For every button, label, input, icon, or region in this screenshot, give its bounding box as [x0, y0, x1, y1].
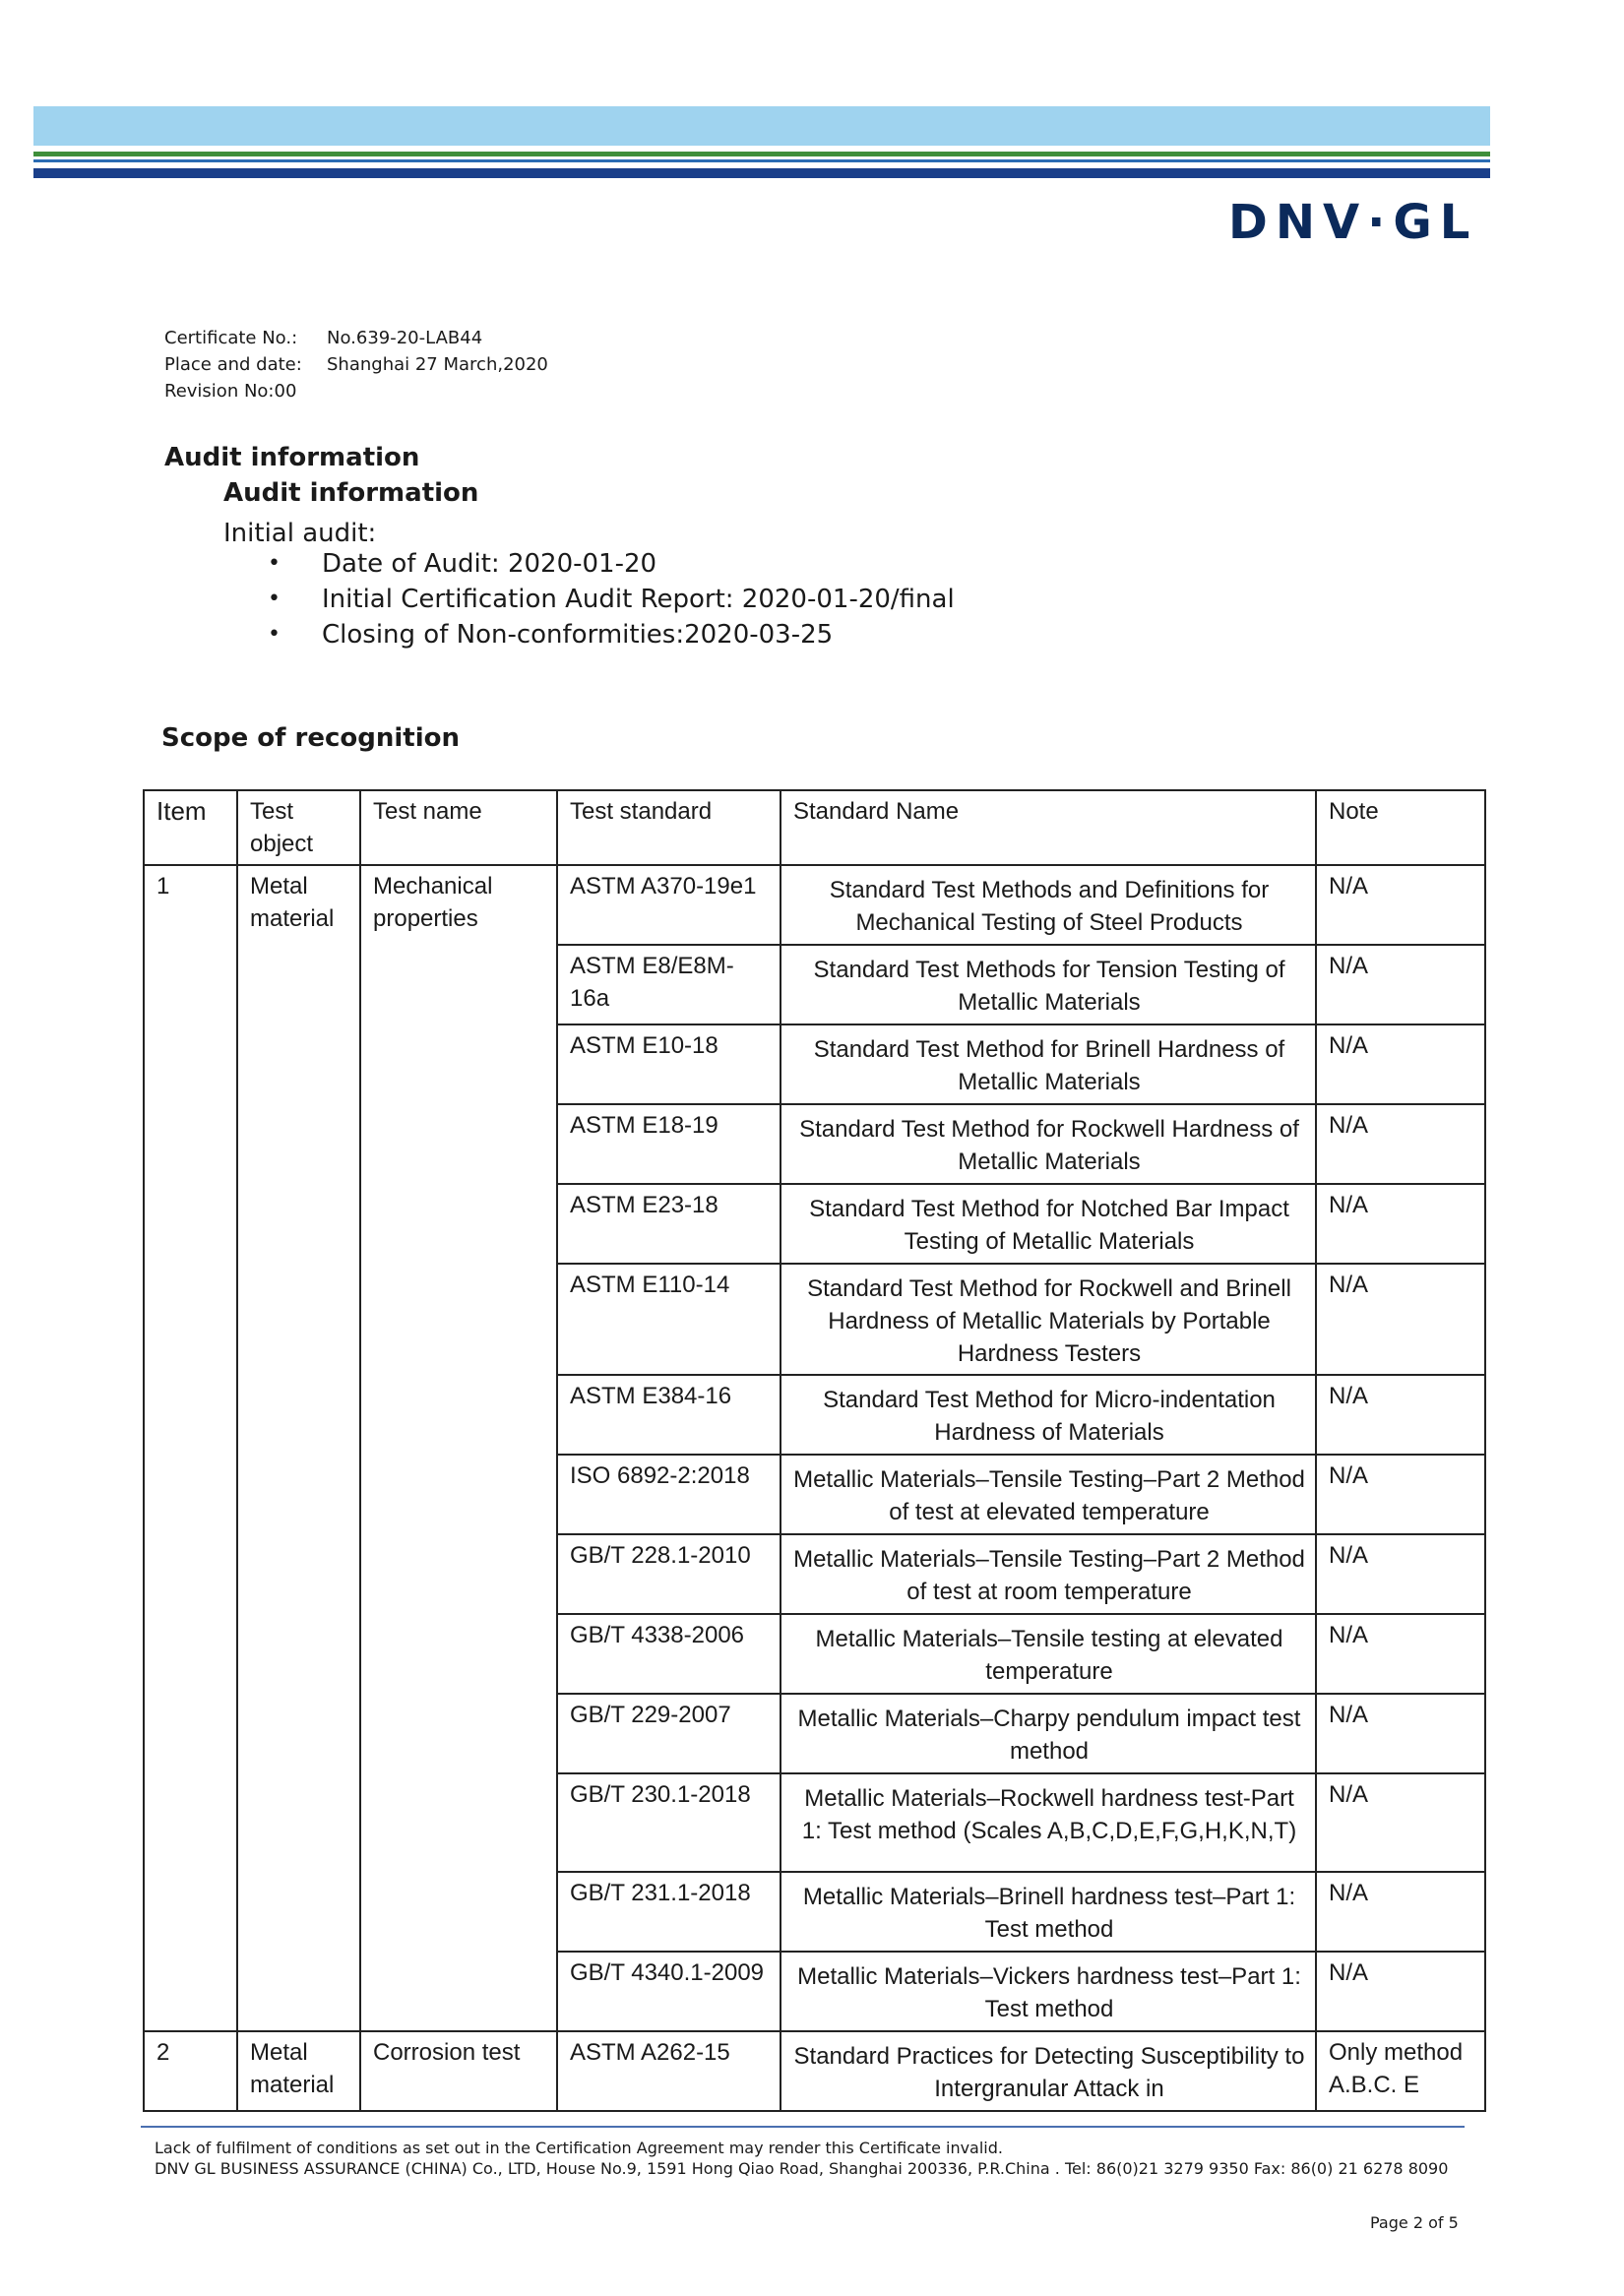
cell-standard-name: Metallic Materials–Brinell hardness test–Part 1: Test method — [781, 1872, 1316, 1952]
cell-test-standard: GB/T 4340.1-2009 — [557, 1952, 781, 2031]
cell-test-object-empty — [237, 1375, 360, 1455]
cell-test-name-empty — [360, 1694, 557, 1773]
table-row — [144, 1375, 1485, 1455]
cell-item-empty — [144, 1614, 237, 1694]
cell-test-name-empty — [360, 1104, 557, 1184]
header-note: Note — [1316, 790, 1485, 865]
table-header-row — [144, 790, 1485, 865]
table-row — [144, 1534, 1485, 1614]
header-standard-name: Standard Name — [781, 790, 1316, 865]
table-row — [144, 1872, 1485, 1952]
cell-test-name-empty — [360, 1614, 557, 1694]
bullet-icon: • — [268, 622, 281, 647]
list-item — [268, 617, 955, 652]
cell-test-name-empty — [360, 1455, 557, 1534]
cell-item-empty — [144, 945, 237, 1024]
cell-standard-name: Standard Test Method for Micro-indentation Hardness of Materials — [781, 1375, 1316, 1455]
cell-standard-name: Metallic Materials–Charpy pendulum impact test method — [781, 1694, 1316, 1773]
bullet-icon: • — [268, 551, 281, 576]
cell-test-object: Metal material — [237, 2031, 360, 2111]
cell-test-standard: GB/T 231.1-2018 — [557, 1872, 781, 1952]
cell-item: 1 — [144, 865, 237, 945]
cell-note: N/A — [1316, 1455, 1485, 1534]
header-banner-green-line — [33, 152, 1490, 156]
table-row — [144, 1773, 1485, 1872]
revision-number: Revision No:00 — [164, 381, 297, 402]
cell-standard-name: Standard Test Methods and Definitions for Mechanical Testing of Steel Products — [781, 865, 1316, 945]
cell-test-standard: GB/T 229-2007 — [557, 1694, 781, 1773]
cell-test-standard: ASTM E8/E8M-16a — [557, 945, 781, 1024]
cell-test-name: Corrosion test — [360, 2031, 557, 2111]
list-item — [268, 582, 955, 617]
cell-note: N/A — [1316, 1534, 1485, 1614]
cell-test-object-empty — [237, 1952, 360, 2031]
revision-row — [164, 378, 548, 404]
cell-test-object-empty — [237, 1024, 360, 1104]
cell-item-empty — [144, 1952, 237, 2031]
cell-note: N/A — [1316, 1614, 1485, 1694]
audit-date: Date of Audit: 2020-01-20 — [322, 549, 657, 579]
nonconformities-closing: Closing of Non-conformities:2020-03-25 — [322, 620, 834, 650]
table-row — [144, 1264, 1485, 1375]
table-row — [144, 1024, 1485, 1104]
cell-test-object-empty — [237, 1614, 360, 1694]
cell-test-standard: ISO 6892-2:2018 — [557, 1455, 781, 1534]
cell-standard-name: Metallic Materials–Tensile testing at elevated temperature — [781, 1614, 1316, 1694]
cell-test-object-empty — [237, 1104, 360, 1184]
cell-test-object-empty — [237, 1872, 360, 1952]
footer-address: DNV GL BUSINESS ASSURANCE (CHINA) Co., LTD, House No.9, 1591 Hong Qiao Road, Shanghai 200336, P.R.China . Tel: 86(0)21 3279 9350 Fax: 86(0) 21 6278 8090 — [155, 2159, 1449, 2178]
footer-divider — [141, 2126, 1465, 2128]
page-number: Page 2 of 5 — [1370, 2213, 1459, 2232]
table-row — [144, 1952, 1485, 2031]
cell-standard-name: Standard Test Method for Brinell Hardness of Metallic Materials — [781, 1024, 1316, 1104]
table-row — [144, 945, 1485, 1024]
header-test-standard: Test standard — [557, 790, 781, 865]
cell-test-standard: ASTM E23-18 — [557, 1184, 781, 1264]
cell-test-name-empty — [360, 1872, 557, 1952]
table-row — [144, 1455, 1485, 1534]
audit-heading: Audit information — [164, 443, 420, 472]
cell-test-name-empty — [360, 1534, 557, 1614]
cell-item-empty — [144, 1264, 237, 1375]
cell-test-object-empty — [237, 1694, 360, 1773]
cell-standard-name: Standard Test Method for Rockwell Hardness of Metallic Materials — [781, 1104, 1316, 1184]
place-date-row — [164, 351, 548, 378]
cell-test-standard: ASTM A370-19e1 — [557, 865, 781, 945]
certificate-number-label: Certificate No.: — [164, 328, 298, 348]
cell-test-name-empty — [360, 1952, 557, 2031]
cell-standard-name: Metallic Materials–Vickers hardness test–Part 1: Test method — [781, 1952, 1316, 2031]
cell-item-empty — [144, 1773, 237, 1872]
cell-item-empty — [144, 1375, 237, 1455]
footer-disclaimer: Lack of fulfilment of conditions as set out in the Certification Agreement may render this Certificate invalid. — [155, 2139, 1003, 2157]
table-row — [144, 865, 1485, 945]
table-row — [144, 2031, 1485, 2111]
header-banner-blue-line — [33, 159, 1490, 162]
header-banner-light — [33, 106, 1490, 146]
certificate-number: No.639-20-LAB44 — [327, 328, 483, 348]
cell-test-name: Mechanical properties — [360, 865, 557, 945]
list-item — [268, 546, 955, 582]
cell-test-object-empty — [237, 1534, 360, 1614]
cell-test-object: Metal material — [237, 865, 360, 945]
table-row — [144, 1694, 1485, 1773]
header-test-object: Test object — [237, 790, 360, 865]
cell-note: N/A — [1316, 1375, 1485, 1455]
place-date: Shanghai 27 March,2020 — [327, 354, 548, 375]
cell-standard-name: Standard Test Method for Notched Bar Impact Testing of Metallic Materials — [781, 1184, 1316, 1264]
cell-item-empty — [144, 1872, 237, 1952]
cell-test-object-empty — [237, 1184, 360, 1264]
audit-report: Initial Certification Audit Report: 2020-01-20/final — [322, 585, 955, 614]
cell-item-empty — [144, 1455, 237, 1534]
cell-note: N/A — [1316, 865, 1485, 945]
cell-test-standard: GB/T 4338-2006 — [557, 1614, 781, 1694]
cell-standard-name: Metallic Materials–Tensile Testing–Part 2 Method of test at room temperature — [781, 1534, 1316, 1614]
cell-note: N/A — [1316, 1872, 1485, 1952]
cell-test-standard: ASTM A262-15 — [557, 2031, 781, 2111]
audit-details-list — [268, 546, 955, 652]
table-row — [144, 1614, 1485, 1694]
cell-item-empty — [144, 1024, 237, 1104]
cell-note: Only method A.B.C. E — [1316, 2031, 1485, 2111]
cell-note: N/A — [1316, 1184, 1485, 1264]
cell-test-standard: ASTM E18-19 — [557, 1104, 781, 1184]
cell-note: N/A — [1316, 1264, 1485, 1375]
cell-standard-name: Standard Practices for Detecting Susceptibility to Intergranular Attack in — [781, 2031, 1316, 2111]
cell-test-object-empty — [237, 945, 360, 1024]
audit-subheading: Audit information — [223, 478, 479, 508]
cell-test-name-empty — [360, 945, 557, 1024]
cell-test-standard: GB/T 228.1-2010 — [557, 1534, 781, 1614]
cell-note: N/A — [1316, 1952, 1485, 2031]
scope-table-body — [144, 865, 1485, 2111]
table-row — [144, 1104, 1485, 1184]
footer-text — [155, 2138, 1473, 2179]
cell-test-standard: ASTM E110-14 — [557, 1264, 781, 1375]
cell-standard-name: Standard Test Method for Rockwell and Brinell Hardness of Metallic Materials by Portable Hardness Testers — [781, 1264, 1316, 1375]
cell-test-name-empty — [360, 1184, 557, 1264]
header-item: Item — [144, 790, 237, 865]
cell-test-name-empty — [360, 1375, 557, 1455]
cell-standard-name: Metallic Materials–Rockwell hardness test-Part 1: Test method (Scales A,B,C,D,E,F,G,H,K,N,T) — [781, 1773, 1316, 1872]
cell-standard-name: Metallic Materials–Tensile Testing–Part 2 Method of test at elevated temperature — [781, 1455, 1316, 1534]
table-row — [144, 1184, 1485, 1264]
cell-note: N/A — [1316, 945, 1485, 1024]
cell-test-standard: ASTM E10-18 — [557, 1024, 781, 1104]
bullet-icon: • — [268, 587, 281, 611]
cell-test-name-empty — [360, 1773, 557, 1872]
cell-note: N/A — [1316, 1694, 1485, 1773]
certificate-number-row — [164, 325, 548, 351]
cell-test-standard: ASTM E384-16 — [557, 1375, 781, 1455]
cell-test-standard: GB/T 230.1-2018 — [557, 1773, 781, 1872]
cell-item-empty — [144, 1694, 237, 1773]
cell-test-object-empty — [237, 1773, 360, 1872]
cell-note: N/A — [1316, 1773, 1485, 1872]
header-test-name: Test name — [360, 790, 557, 865]
cell-item: 2 — [144, 2031, 237, 2111]
certificate-info — [164, 325, 548, 404]
cell-note: N/A — [1316, 1104, 1485, 1184]
cell-test-name-empty — [360, 1024, 557, 1104]
cell-item-empty — [144, 1104, 237, 1184]
cell-note: N/A — [1316, 1024, 1485, 1104]
place-date-label: Place and date: — [164, 354, 302, 375]
dnv-gl-logo: DNV·GL — [1228, 195, 1478, 250]
initial-audit-label: Initial audit: — [223, 519, 377, 548]
cell-test-object-empty — [237, 1455, 360, 1534]
scope-table — [143, 789, 1486, 2112]
cell-item-empty — [144, 1534, 237, 1614]
cell-item-empty — [144, 1184, 237, 1264]
scope-heading: Scope of recognition — [161, 723, 460, 753]
cell-standard-name: Standard Test Methods for Tension Testing of Metallic Materials — [781, 945, 1316, 1024]
cell-test-name-empty — [360, 1264, 557, 1375]
cell-test-object-empty — [237, 1264, 360, 1375]
header-banner-blue-bar — [33, 168, 1490, 178]
